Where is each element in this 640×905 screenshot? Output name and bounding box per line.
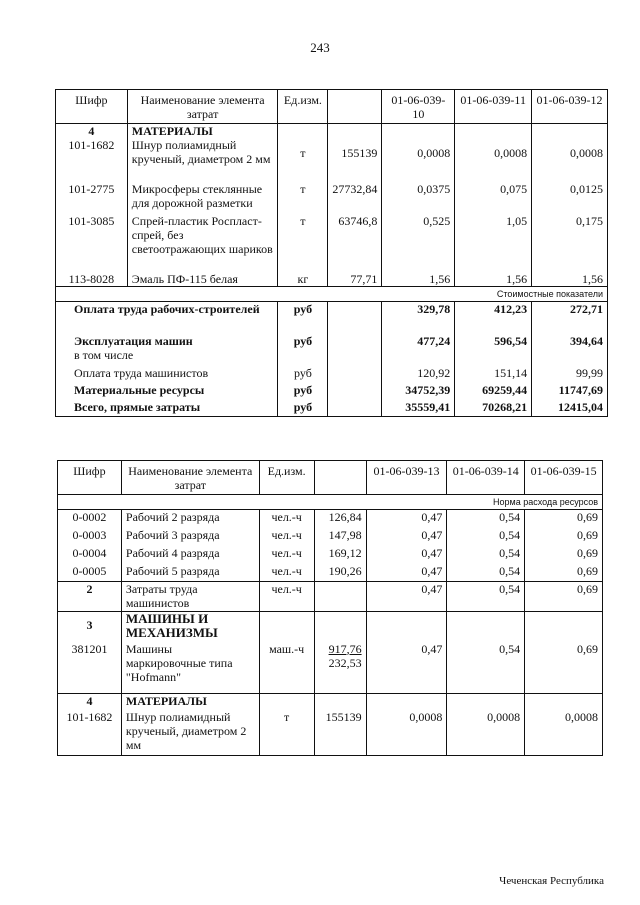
- machine-code: 381201: [58, 642, 122, 694]
- worker-code: 0-0005: [58, 564, 122, 582]
- material-unit: т: [278, 214, 328, 272]
- operators-code: 2: [58, 582, 122, 612]
- material-name: Спрей-пластик Роспласт-спрей, без светоотражающих шариков: [127, 214, 278, 272]
- header-name: Наименование элемента затрат: [121, 461, 259, 495]
- table-row: [56, 214, 608, 272]
- cost-value-3: 11747,69: [532, 383, 608, 400]
- worker-name: Рабочий 5 разряда: [121, 564, 259, 582]
- cost-value-1: 120,92: [382, 366, 455, 383]
- table-row: [56, 138, 608, 182]
- norm-subheader: Норма расхода ресурсов: [58, 495, 603, 510]
- table-row: [58, 528, 603, 546]
- section-title: МАТЕРИАЛЫ: [121, 694, 259, 710]
- worker-unit: чел.-ч: [259, 528, 314, 546]
- cost-value-2: 412,23: [455, 302, 532, 334]
- table-row: [58, 710, 603, 756]
- cost-value-3: 99,99: [532, 366, 608, 383]
- table-row: [58, 582, 603, 612]
- material-value-3: 0,175: [532, 214, 608, 272]
- operators-name: Затраты труда машинистов: [121, 582, 259, 612]
- worker-code: 0-0003: [58, 528, 122, 546]
- section-row: [56, 124, 608, 139]
- machine-value-3: 0,69: [525, 642, 603, 694]
- worker-value-1: 0,47: [366, 546, 447, 564]
- cost-name: Материальные ресурсы: [56, 383, 278, 400]
- worker-code: 0-0002: [58, 510, 122, 528]
- worker-name: Рабочий 3 разряда: [121, 528, 259, 546]
- worker-unit: чел.-ч: [259, 510, 314, 528]
- cost-unit: руб: [278, 366, 328, 383]
- worker-price: 169,12: [314, 546, 366, 564]
- operators-unit: чел.-ч: [259, 582, 314, 612]
- subheader-row: [56, 287, 608, 302]
- worker-value-3: 0,69: [525, 546, 603, 564]
- header-col-11: 01-06-039-11: [455, 90, 532, 124]
- header-col-12: 01-06-039-12: [532, 90, 608, 124]
- worker-value-1: 0,47: [366, 564, 447, 582]
- worker-value-2: 0,54: [447, 546, 525, 564]
- material-value-1: 0,0008: [382, 138, 455, 182]
- cost-value-1: 329,78: [382, 302, 455, 334]
- machine-operator-price: 232,53: [328, 655, 362, 670]
- material-price: 63746,8: [328, 214, 382, 272]
- machine-value-1: 0,47: [366, 642, 447, 694]
- material-unit: кг: [278, 272, 328, 287]
- worker-value-1: 0,47: [366, 528, 447, 546]
- cost-row: [56, 383, 608, 400]
- worker-value-3: 0,69: [525, 564, 603, 582]
- material-price: 77,71: [328, 272, 382, 287]
- material-price: 155139: [314, 710, 366, 756]
- section-number: 4: [56, 124, 128, 139]
- worker-value-3: 0,69: [525, 510, 603, 528]
- table-row: [58, 510, 603, 528]
- cost-unit: руб: [278, 400, 328, 417]
- material-value-3: 0,0125: [532, 182, 608, 214]
- page-number: 243: [310, 40, 330, 55]
- material-code: 101-1682: [58, 710, 122, 756]
- section-row: [58, 694, 603, 710]
- cost-name: Оплата труда рабочих-строителей: [56, 302, 278, 334]
- material-value-2: 1,56: [455, 272, 532, 287]
- machine-price: 917,76: [328, 641, 362, 656]
- header-col-15: 01-06-039-15: [525, 461, 603, 495]
- worker-value-2: 0,54: [447, 510, 525, 528]
- material-name: Эмаль ПФ-115 белая: [127, 272, 278, 287]
- material-name: Шнур полиамидный крученый, диаметром 2 мм: [121, 710, 259, 756]
- material-value-2: 1,05: [455, 214, 532, 272]
- resource-table-2: [57, 460, 603, 756]
- operators-value-3: 0,69: [525, 582, 603, 612]
- header-name: Наименование элемента затрат: [127, 90, 278, 124]
- material-price: 27732,84: [328, 182, 382, 214]
- material-price: 155139: [328, 138, 382, 182]
- table-header-row: [58, 461, 603, 495]
- material-unit: т: [278, 138, 328, 182]
- material-value-2: 0,0008: [455, 138, 532, 182]
- machine-name: Машины маркировочные типа "Hofmann": [121, 642, 259, 694]
- cost-unit: руб: [278, 383, 328, 400]
- machine-value-2: 0,54: [447, 642, 525, 694]
- material-value-2: 0,0008: [447, 710, 525, 756]
- cost-value-2: 69259,44: [455, 383, 532, 400]
- header-col-14: 01-06-039-14: [447, 461, 525, 495]
- table-row: [56, 182, 608, 214]
- worker-name: Рабочий 4 разряда: [121, 546, 259, 564]
- header-unit: Ед.изм.: [278, 90, 328, 124]
- material-value-2: 0,075: [455, 182, 532, 214]
- cost-table-1: [55, 89, 608, 417]
- worker-value-2: 0,54: [447, 564, 525, 582]
- worker-value-1: 0,47: [366, 510, 447, 528]
- cost-value-2: 596,54: [455, 334, 532, 366]
- cost-value-3: 272,71: [532, 302, 608, 334]
- cost-subtitle: в том числе: [74, 347, 134, 362]
- material-value-1: 0,525: [382, 214, 455, 272]
- worker-value-2: 0,54: [447, 528, 525, 546]
- table-row: [56, 272, 608, 287]
- header-price: [314, 461, 366, 495]
- table-row: [58, 642, 603, 694]
- cost-row: [56, 302, 608, 334]
- table-header-row: [56, 90, 608, 124]
- cost-value-1: 34752,39: [382, 383, 455, 400]
- cost-name: Эксплуатация машин: [74, 333, 193, 348]
- cost-unit: руб: [278, 302, 328, 334]
- material-value-1: 0,0008: [366, 710, 447, 756]
- section-number: 4: [58, 694, 122, 710]
- worker-price: 126,84: [314, 510, 366, 528]
- material-code: 101-2775: [56, 182, 128, 214]
- header-col-10: 01-06-039-10: [382, 90, 455, 124]
- worker-price: 147,98: [314, 528, 366, 546]
- material-name: Микросферы стеклянные для дорожной разметки: [127, 182, 278, 214]
- cost-unit: руб: [278, 334, 328, 366]
- section-title: МАШИНЫ И МЕХАНИЗМЫ: [121, 612, 259, 642]
- operators-value-2: 0,54: [447, 582, 525, 612]
- header-col-13: 01-06-039-13: [366, 461, 447, 495]
- cost-name: Всего, прямые затраты: [56, 400, 278, 417]
- material-value-3: 1,56: [532, 272, 608, 287]
- material-value-3: 0,0008: [525, 710, 603, 756]
- material-unit: т: [259, 710, 314, 756]
- cost-value-1: 477,24: [382, 334, 455, 366]
- worker-code: 0-0004: [58, 546, 122, 564]
- header-price: [328, 90, 382, 124]
- cost-name: Оплата труда машинистов: [56, 366, 278, 383]
- cost-value-3: 12415,04: [532, 400, 608, 417]
- material-unit: т: [278, 182, 328, 214]
- header-unit: Ед.изм.: [259, 461, 314, 495]
- cost-value-1: 35559,41: [382, 400, 455, 417]
- section-title: МАТЕРИАЛЫ: [127, 124, 278, 139]
- machine-unit: маш.-ч: [259, 642, 314, 694]
- worker-unit: чел.-ч: [259, 564, 314, 582]
- material-code: 101-3085: [56, 214, 128, 272]
- material-value-1: 0,0375: [382, 182, 455, 214]
- material-code: 113-8028: [56, 272, 128, 287]
- worker-name: Рабочий 2 разряда: [121, 510, 259, 528]
- operators-value-1: 0,47: [366, 582, 447, 612]
- cost-row: [56, 400, 608, 417]
- cost-row: [56, 366, 608, 383]
- material-code: 101-1682: [56, 138, 128, 182]
- worker-price: 190,26: [314, 564, 366, 582]
- header-code: Шифр: [58, 461, 122, 495]
- material-value-1: 1,56: [382, 272, 455, 287]
- subheader-row: [58, 495, 603, 510]
- worker-value-3: 0,69: [525, 528, 603, 546]
- table-row: [58, 546, 603, 564]
- cost-value-3: 394,64: [532, 334, 608, 366]
- section-row: [58, 612, 603, 642]
- header-code: Шифр: [56, 90, 128, 124]
- cost-value-2: 151,14: [455, 366, 532, 383]
- material-value-3: 0,0008: [532, 138, 608, 182]
- cost-value-2: 70268,21: [455, 400, 532, 417]
- section-number: 3: [58, 612, 122, 642]
- worker-unit: чел.-ч: [259, 546, 314, 564]
- table-row: [58, 564, 603, 582]
- cost-row: [56, 334, 608, 366]
- cost-subheader: Стоимостные показатели: [56, 287, 608, 302]
- footer-region: Чеченская Республика: [499, 875, 604, 887]
- material-name: Шнур полиамидный крученый, диаметром 2 мм: [127, 138, 278, 182]
